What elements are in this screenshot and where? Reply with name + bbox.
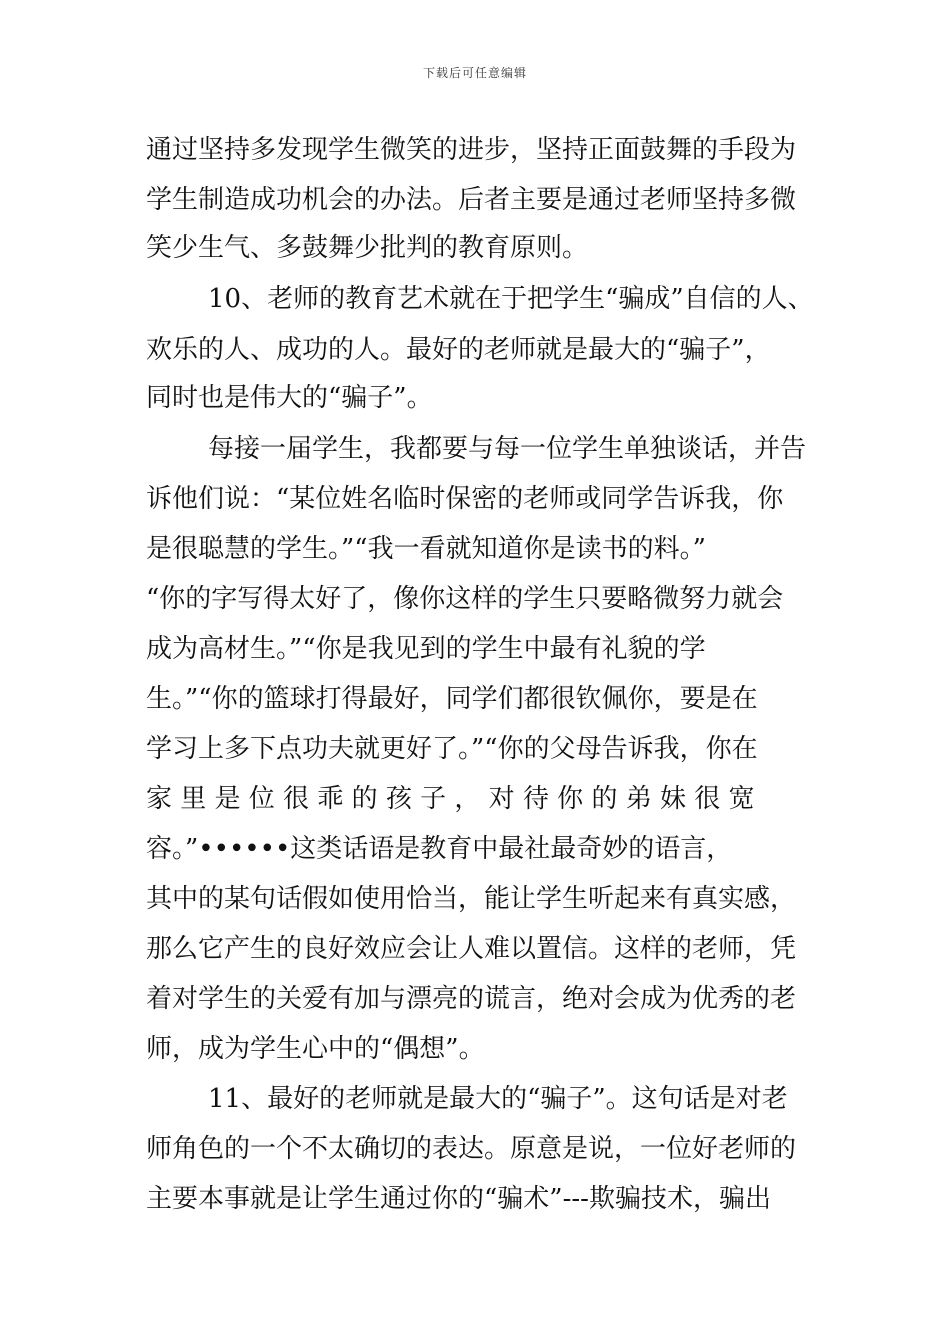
text-line: 容。”••••••这类话语是教育中最社最奇妙的语言， [146, 834, 733, 864]
text-line: 师角色的一个不太确切的表达。原意是说，一位好老师的 [146, 1134, 797, 1164]
text-line: 是很聪慧的学生。”“我一看就知道你是读书的料。” [146, 534, 706, 564]
text-line: 学习上多下点功夫就更好了。”“你的父母告诉我，你在 [146, 734, 758, 764]
text-line: 成为高材生。”“你是我见到的学生中最有礼貌的学 [146, 634, 706, 664]
page-header: 下载后可任意编辑 [422, 66, 527, 80]
text-line: 着对学生的关爱有加与漂亮的谎言，绝对会成为优秀的老 [146, 984, 797, 1014]
text-line: 学生制造成功机会的办法。后者主要是通过老师坚持多微 [146, 185, 797, 215]
text-line: 其中的某句话假如使用恰当，能让学生听起来有真实感， [146, 884, 797, 914]
text-line: 11、最好的老师就是最大的“骗子”。这句话是对老 [208, 1084, 788, 1114]
text-line: 通过坚持多发现学生微笑的进步，坚持正面鼓舞的手段为 [146, 135, 797, 165]
text-line: “你的字写得太好了，像你这样的学生只要略微努力就会 [146, 584, 784, 614]
text-line: 师，成为学生心中的“偶想”。 [146, 1034, 485, 1064]
text-line: 欢乐的人、成功的人。最好的老师就是最大的“骗子”， [146, 335, 771, 365]
text-line: 同时也是伟大的“骗子”。 [146, 383, 433, 413]
text-line: 每接一届学生，我都要与每一位学生单独谈话，并告 [208, 434, 807, 464]
text-line: 主要本事就是让学生通过你的“骗术”---欺骗技术，骗出 [146, 1184, 771, 1214]
text-line: 那么它产生的良好效应会让人难以置信。这样的老师，凭 [146, 934, 797, 964]
text-line: 家 里 是 位 很 乖 的 孩 子 ， 对 待 你 的 弟 妹 很 宽 [146, 784, 755, 814]
text-line: 生。”“你的篮球打得最好，同学们都很钦佩你，要是在 [146, 684, 758, 714]
text-line: 10、老师的教育艺术就在于把学生“骗成”自信的人、 [208, 284, 814, 314]
text-line: 笑少生气、多鼓舞少批判的教育原则。 [146, 233, 589, 263]
text-line: 诉他们说：“某位姓名临时保密的老师或同学告诉我，你 [146, 484, 784, 514]
